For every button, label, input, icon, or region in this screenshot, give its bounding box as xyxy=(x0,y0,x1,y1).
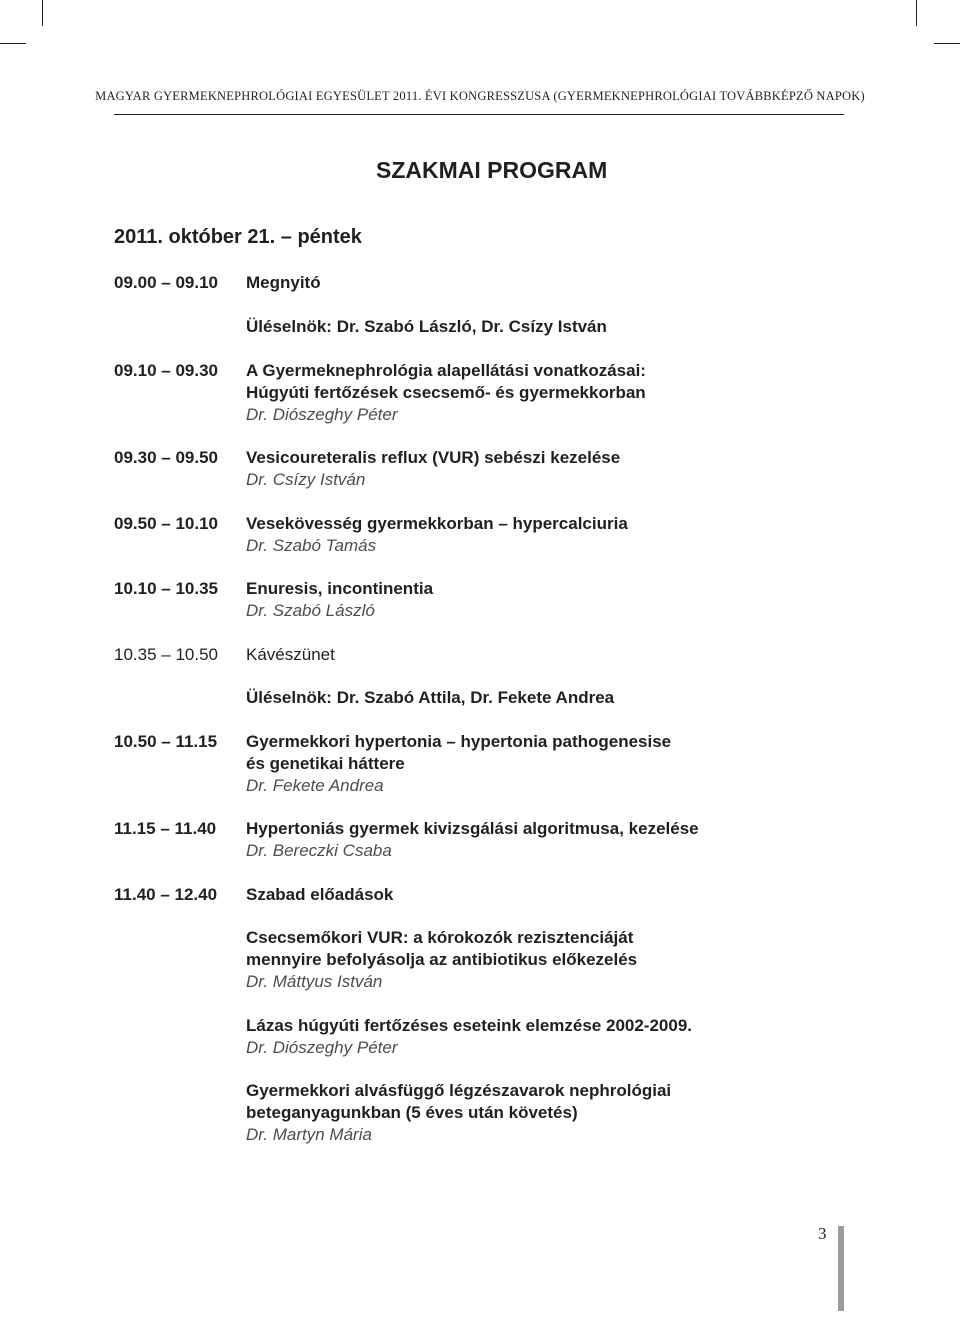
session-time: 11.40 – 12.40 xyxy=(114,885,218,904)
session-title: Lázas húgyúti fertőzéses eseteink elemzése 2002-2009. xyxy=(246,1016,693,1035)
session-time: 10.10 – 10.35 xyxy=(114,579,218,598)
session-item xyxy=(246,644,335,666)
crop-mark xyxy=(0,43,26,44)
session-title: és genetikai háttere xyxy=(246,754,405,773)
session-title: Vesicoureteralis reflux (VUR) sebészi kezelése xyxy=(246,448,621,467)
session-time: 10.50 – 11.15 xyxy=(114,732,218,751)
speaker-name: Dr. Csízy István xyxy=(246,470,366,489)
speaker-name: Dr. Szabó László xyxy=(246,601,375,620)
session-time: 09.30 – 09.50 xyxy=(114,448,218,467)
session-time: 09.10 – 09.30 xyxy=(114,361,218,380)
speaker-name: Dr. Diószeghy Péter xyxy=(246,405,398,424)
speaker-name: Dr. Bereczki Csaba xyxy=(246,841,392,860)
crop-mark xyxy=(934,43,960,44)
session-title: Kávészünet xyxy=(246,645,335,664)
session-title: Szabad előadások xyxy=(246,885,394,904)
session-item xyxy=(246,447,620,491)
session-title: A Gyermeknephrológia alapellátási vonatkozásai: xyxy=(246,361,646,380)
header-rule xyxy=(114,114,844,115)
session-title: mennyire befolyásolja az antibiotikus előkezelés xyxy=(246,950,638,969)
session-item xyxy=(246,513,628,557)
session-time: 09.50 – 10.10 xyxy=(114,514,218,533)
session-chair: Üléselnök: Dr. Szabó Attila, Dr. Fekete Andrea xyxy=(246,688,615,707)
session-title: Csecsemőkori VUR: a kórokozók rezisztenciáját xyxy=(246,928,634,947)
running-header: MAGYAR GYERMEKNEPHROLÓGIAI EGYESÜLET 2011. ÉVI KONGRESSZUSA (GYERMEKNEPHROLÓGIAI TOVÁBBKÉPZŐ NAPOK) xyxy=(95,89,865,103)
page-marker-bar xyxy=(838,1226,844,1311)
session-title: Gyermekkori hypertonia – hypertonia pathogenesise xyxy=(246,732,672,751)
crop-mark xyxy=(916,0,917,26)
speaker-name: Dr. Máttyus István xyxy=(246,972,383,991)
session-item xyxy=(246,1080,671,1146)
session-item xyxy=(246,360,646,426)
session-title: Vesekövesség gyermekkorban – hypercalciuria xyxy=(246,514,628,533)
session-title: Húgyúti fertőzések csecsemő- és gyermekkorban xyxy=(246,383,646,402)
speaker-name: Dr. Fekete Andrea xyxy=(246,776,384,795)
program-title: SZAKMAI PROGRAM xyxy=(376,157,608,183)
session-item xyxy=(246,731,671,797)
session-item xyxy=(246,818,699,862)
session-title: Enuresis, incontinentia xyxy=(246,579,434,598)
session-item xyxy=(246,884,393,906)
speaker-name: Dr. Martyn Mária xyxy=(246,1125,372,1144)
session-item xyxy=(246,272,321,294)
session-time: 11.15 – 11.40 xyxy=(114,819,217,838)
session-title: beteganyagunkban (5 éves után követés) xyxy=(246,1103,578,1122)
speaker-name: Dr. Diószeghy Péter xyxy=(246,1038,398,1057)
session-title: Megnyitó xyxy=(246,273,321,292)
session-title: Gyermekkori alvásfüggő légzészavarok nephrológiai xyxy=(246,1081,672,1100)
session-item xyxy=(246,927,637,993)
session-item xyxy=(246,578,433,622)
session-title: Hypertoniás gyermek kivizsgálási algoritmusa, kezelése xyxy=(246,819,699,838)
session-item xyxy=(246,1015,692,1059)
page-number: 3 xyxy=(818,1224,827,1243)
session-chair: Üléselnök: Dr. Szabó László, Dr. Csízy István xyxy=(246,317,607,336)
crop-mark xyxy=(42,0,43,26)
session-time: 09.00 – 09.10 xyxy=(114,273,218,292)
session-time: 10.35 – 10.50 xyxy=(114,645,218,664)
speaker-name: Dr. Szabó Tamás xyxy=(246,536,377,555)
day-heading: 2011. október 21. – péntek xyxy=(114,226,362,248)
